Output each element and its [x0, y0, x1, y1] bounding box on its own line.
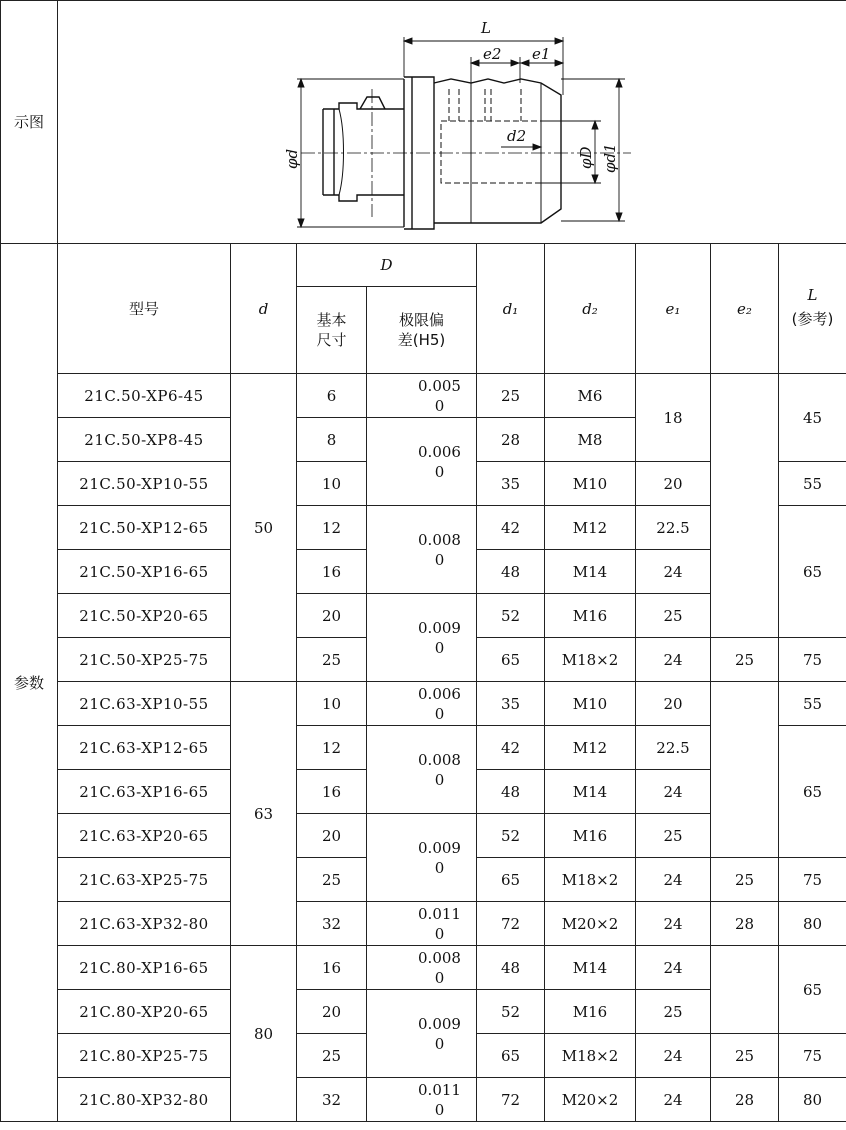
cell-d1: 52 [477, 814, 545, 858]
cell-e1: 24 [636, 638, 711, 682]
table-row [1, 1078, 846, 1122]
cell-e1: 24 [636, 946, 711, 990]
cell-D: 10 [297, 682, 367, 726]
cell-L: 80 [779, 902, 846, 946]
cell-d1: 48 [477, 770, 545, 814]
cell-model: 21C.50-XP25-75 [58, 638, 231, 682]
cell-d2: M20×2 [545, 902, 636, 946]
cell-D: 6 [297, 374, 367, 418]
cell-D: 16 [297, 770, 367, 814]
cell-tolerance: 0.008 0 [367, 506, 477, 594]
tool-holder-drawing [58, 1, 846, 243]
cell-d2: M12 [545, 726, 636, 770]
dim-label-L: L [481, 19, 491, 37]
cell-model: 21C.63-XP12-65 [58, 726, 231, 770]
header-e1: e₁ [636, 244, 711, 374]
cell-tolerance: 0.009 0 [367, 990, 477, 1078]
cell-d1: 48 [477, 946, 545, 990]
cell-e1: 24 [636, 1078, 711, 1122]
cell-tolerance: 0.006 0 [367, 418, 477, 506]
cell-d2: M16 [545, 594, 636, 638]
cell-d2: M6 [545, 374, 636, 418]
cell-d1: 25 [477, 374, 545, 418]
cell-e1: 18 [636, 374, 711, 462]
header-L: L (参考) [779, 244, 846, 374]
cell-e1: 24 [636, 858, 711, 902]
cell-L: 55 [779, 682, 846, 726]
header-model: 型号 [58, 244, 231, 374]
cell-d2: M16 [545, 814, 636, 858]
cell-L: 65 [779, 506, 846, 638]
cell-d2: M8 [545, 418, 636, 462]
cell-model: 21C.63-XP16-65 [58, 770, 231, 814]
cell-D: 10 [297, 462, 367, 506]
cell-d2: M18×2 [545, 638, 636, 682]
cell-model: 21C.50-XP10-55 [58, 462, 231, 506]
section-label-diagram: 示图 [1, 1, 58, 244]
cell-e1: 24 [636, 770, 711, 814]
diagram-cell [58, 1, 846, 244]
cell-d2: M10 [545, 462, 636, 506]
cell-e2 [711, 682, 779, 858]
cell-model: 21C.50-XP12-65 [58, 506, 231, 550]
cell-e1: 24 [636, 550, 711, 594]
cell-d1: 52 [477, 594, 545, 638]
cell-model: 21C.50-XP16-65 [58, 550, 231, 594]
cell-L: 65 [779, 726, 846, 858]
dim-label-phi-D: φD [577, 146, 595, 169]
cell-d1: 35 [477, 682, 545, 726]
cell-D: 12 [297, 506, 367, 550]
cell-tolerance: 0.009 0 [367, 814, 477, 902]
cell-d: 63 [231, 682, 297, 946]
cell-L: 75 [779, 1034, 846, 1078]
cell-model: 21C.50-XP20-65 [58, 594, 231, 638]
cell-d2: M20×2 [545, 1078, 636, 1122]
header-D-tolerance: 极限偏 差(H5) [367, 287, 477, 374]
cell-D: 16 [297, 550, 367, 594]
cell-e2: 28 [711, 1078, 779, 1122]
cell-e2: 25 [711, 638, 779, 682]
cell-d2: M14 [545, 770, 636, 814]
cell-d2: M18×2 [545, 1034, 636, 1078]
cell-d: 50 [231, 374, 297, 682]
cell-model: 21C.80-XP20-65 [58, 990, 231, 1034]
cell-d2: M14 [545, 946, 636, 990]
cell-D: 25 [297, 858, 367, 902]
cell-d2: M16 [545, 990, 636, 1034]
cell-d1: 65 [477, 638, 545, 682]
cell-model: 21C.63-XP10-55 [58, 682, 231, 726]
cell-e1: 20 [636, 462, 711, 506]
header-d: d [231, 244, 297, 374]
cell-d1: 65 [477, 858, 545, 902]
dim-label-e1: e1 [532, 45, 551, 63]
cell-d2: M10 [545, 682, 636, 726]
cell-tolerance: 0.009 0 [367, 594, 477, 682]
cell-D: 16 [297, 946, 367, 990]
cell-L: 75 [779, 858, 846, 902]
cell-d1: 72 [477, 1078, 545, 1122]
cell-L: 45 [779, 374, 846, 462]
header-D: D [297, 244, 477, 287]
cell-d1: 42 [477, 726, 545, 770]
cell-d1: 28 [477, 418, 545, 462]
cell-e2: 28 [711, 902, 779, 946]
cell-d1: 35 [477, 462, 545, 506]
cell-L: 80 [779, 1078, 846, 1122]
cell-D: 20 [297, 990, 367, 1034]
cell-e2: 25 [711, 858, 779, 902]
cell-e1: 24 [636, 1034, 711, 1078]
cell-D: 8 [297, 418, 367, 462]
table-row [1, 902, 846, 946]
cell-model: 21C.80-XP32-80 [58, 1078, 231, 1122]
header-e2: e₂ [711, 244, 779, 374]
cell-e2 [711, 946, 779, 1034]
cell-D: 25 [297, 638, 367, 682]
cell-L: 55 [779, 462, 846, 506]
dim-label-phi-d1: φd1 [601, 143, 619, 173]
cell-e1: 24 [636, 902, 711, 946]
cell-model: 21C.50-XP8-45 [58, 418, 231, 462]
cell-D: 32 [297, 1078, 367, 1122]
dim-label-phi-d: φd [283, 148, 301, 169]
dim-label-d2: d2 [507, 127, 527, 145]
cell-model: 21C.80-XP25-75 [58, 1034, 231, 1078]
cell-d1: 42 [477, 506, 545, 550]
cell-tolerance: 0.008 0 [367, 726, 477, 814]
cell-model: 21C.63-XP32-80 [58, 902, 231, 946]
cell-e1: 25 [636, 814, 711, 858]
cell-tolerance: 0.011 0 [367, 902, 477, 946]
cell-model: 21C.63-XP25-75 [58, 858, 231, 902]
cell-D: 20 [297, 814, 367, 858]
cell-L: 75 [779, 638, 846, 682]
header-d1: d₁ [477, 244, 545, 374]
cell-tolerance: 0.011 0 [367, 1078, 477, 1122]
cell-e1: 22.5 [636, 726, 711, 770]
cell-d1: 72 [477, 902, 545, 946]
cell-e2 [711, 374, 779, 638]
cell-e1: 20 [636, 682, 711, 726]
section-label-params: 参数 [1, 244, 58, 1122]
table-row [1, 946, 846, 990]
cell-d1: 48 [477, 550, 545, 594]
cell-tolerance: 0.008 0 [367, 946, 477, 990]
cell-L: 65 [779, 946, 846, 1034]
cell-d1: 65 [477, 1034, 545, 1078]
cell-D: 25 [297, 1034, 367, 1078]
cell-model: 21C.80-XP16-65 [58, 946, 231, 990]
cell-e2: 25 [711, 1034, 779, 1078]
cell-d2: M14 [545, 550, 636, 594]
cell-d1: 52 [477, 990, 545, 1034]
cell-e1: 25 [636, 990, 711, 1034]
cell-d: 80 [231, 946, 297, 1122]
cell-tolerance: 0.005 0 [367, 374, 477, 418]
cell-D: 32 [297, 902, 367, 946]
cell-d2: M18×2 [545, 858, 636, 902]
cell-d2: M12 [545, 506, 636, 550]
cell-D: 20 [297, 594, 367, 638]
cell-e1: 22.5 [636, 506, 711, 550]
table-row [1, 682, 846, 726]
cell-model: 21C.50-XP6-45 [58, 374, 231, 418]
header-D-basic: 基本 尺寸 [297, 287, 367, 374]
cell-D: 12 [297, 726, 367, 770]
cell-tolerance: 0.006 0 [367, 682, 477, 726]
cell-model: 21C.63-XP20-65 [58, 814, 231, 858]
dim-label-e2: e2 [483, 45, 502, 63]
header-d2: d₂ [545, 244, 636, 374]
table-row [1, 374, 846, 418]
cell-e1: 25 [636, 594, 711, 638]
